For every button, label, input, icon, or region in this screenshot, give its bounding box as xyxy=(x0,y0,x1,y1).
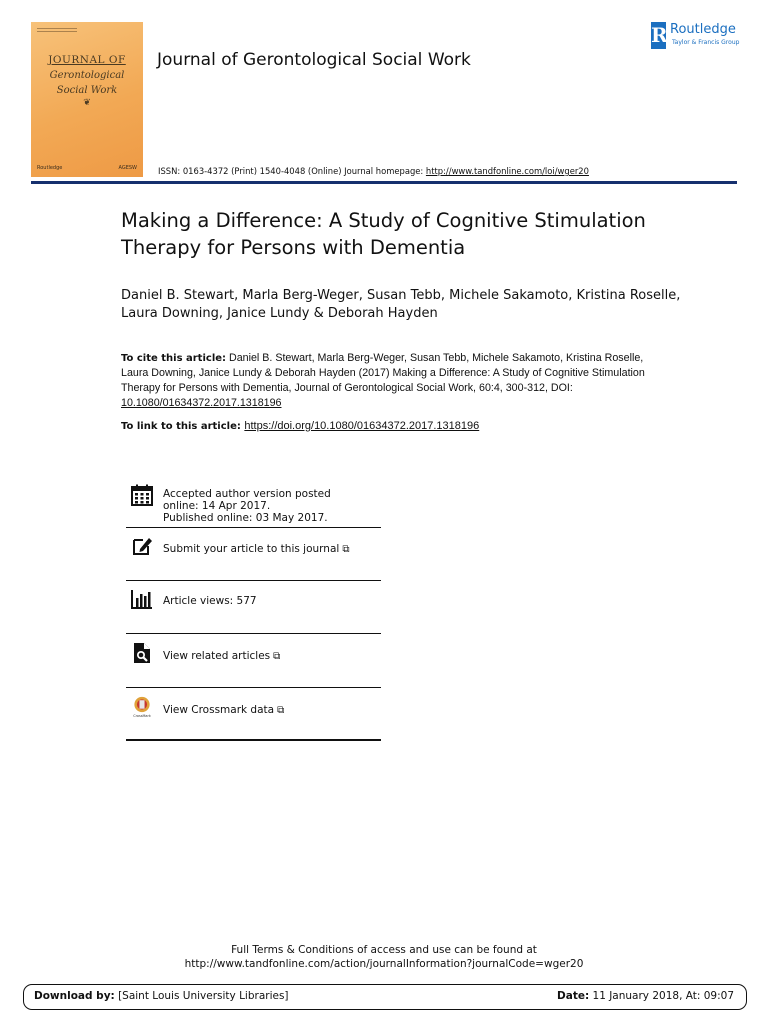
submit-row[interactable] xyxy=(126,528,381,581)
cover-footer xyxy=(37,165,137,171)
logo-sub: Taylor & Francis Group xyxy=(672,39,740,46)
crossmark-small-label: CrossMark xyxy=(133,714,151,718)
ornament-icon: ❦ xyxy=(83,98,91,108)
cover-publisher: Routledge xyxy=(37,165,63,171)
journal-name: Journal of Gerontological Social Work xyxy=(157,50,471,70)
views-row xyxy=(126,581,381,634)
article-title: Making a Difference: A Study of Cognitive Stimulation Therapy for Persons with Dementia xyxy=(121,209,646,259)
related-text[interactable]: View related articles ⧉ xyxy=(163,650,281,662)
cover-line3: Social Work xyxy=(56,85,118,96)
journal-homepage-link[interactable]: http://www.tandfonline.com/loi/wger20 xyxy=(425,166,589,176)
logo-name: Routledge xyxy=(670,22,736,37)
submit-text[interactable]: Submit your article to this journal ⧉ xyxy=(163,543,350,555)
cover-line1: JOURNAL OF xyxy=(48,54,126,66)
header-rule xyxy=(31,181,737,184)
bar-chart-icon xyxy=(131,588,153,610)
edit-icon xyxy=(131,535,153,557)
date-value: 11 January 2018, At: 09:07 xyxy=(589,990,734,1002)
cover-partner: AGESW xyxy=(118,165,137,171)
issn-text: ISSN: 0163-4372 (Print) 1540-4048 (Online) Journal homepage: xyxy=(158,166,426,176)
accepted-date: Accepted author version posted online: 14 Apr 2017. xyxy=(163,488,331,512)
calendar-icon xyxy=(131,484,153,506)
journal-cover[interactable] xyxy=(31,22,143,177)
crossmark-row[interactable] xyxy=(126,688,381,741)
external-link-icon: ⧉ xyxy=(277,705,285,716)
article-info-box xyxy=(126,481,381,741)
cover-title xyxy=(31,54,143,108)
external-link-icon: ⧉ xyxy=(342,544,350,555)
download-label: Download by: xyxy=(34,990,115,1002)
cover-line2: Gerontological xyxy=(49,70,125,81)
citation xyxy=(121,351,661,411)
cite-text: Daniel B. Stewart, Marla Berg-Weger, Susan Tebb, Michele Sakamoto, Kristina Roselle, Laura Downing, Janice Lundy & Deborah Hayden (2017) Making a Difference: A Study of Cognitive Stimulation Therapy for Persons with Dementia, Journal of Gerontological Social Work, 60:4, 300-312, DOI: xyxy=(121,352,645,394)
download-bar xyxy=(23,984,747,1010)
routledge-r-icon: R xyxy=(651,23,668,47)
dates-text xyxy=(163,488,368,524)
date-info xyxy=(557,990,734,1002)
cite-label: To cite this article: xyxy=(121,353,227,364)
date-label: Date: xyxy=(557,990,590,1002)
link-label: To link to this article: xyxy=(121,421,245,432)
article-authors: Daniel B. Stewart, Marla Berg-Weger, Susan Tebb, Michele Sakamoto, Kristina Roselle, Laura Downing, Janice Lundy & Deborah Hayden xyxy=(121,288,681,321)
crossmark-text[interactable]: View Crossmark data ⧉ xyxy=(163,704,285,716)
article-link-line xyxy=(121,420,681,432)
issn-line xyxy=(158,166,589,176)
published-date: Published online: 03 May 2017. xyxy=(163,512,328,524)
terms-link[interactable]: http://www.tandfonline.com/action/journalInformation?journalCode=wger20 xyxy=(184,958,584,970)
document-search-icon xyxy=(131,642,153,664)
download-value: [Saint Louis University Libraries] xyxy=(114,990,289,1002)
cover-strip xyxy=(37,28,137,36)
terms-line1: Full Terms & Conditions of access and use can be found at xyxy=(231,944,537,956)
external-link-icon: ⧉ xyxy=(273,651,281,662)
dates-row xyxy=(126,481,381,528)
views-text: Article views: 577 xyxy=(163,595,257,607)
crossmark-icon xyxy=(131,696,153,718)
related-row[interactable] xyxy=(126,634,381,688)
article-doi-link[interactable]: https://doi.org/10.1080/01634372.2017.1318196 xyxy=(244,420,480,432)
terms-note xyxy=(0,943,768,971)
cite-doi-link[interactable]: 10.1080/01634372.2017.1318196 xyxy=(121,397,282,409)
download-info xyxy=(34,990,289,1002)
